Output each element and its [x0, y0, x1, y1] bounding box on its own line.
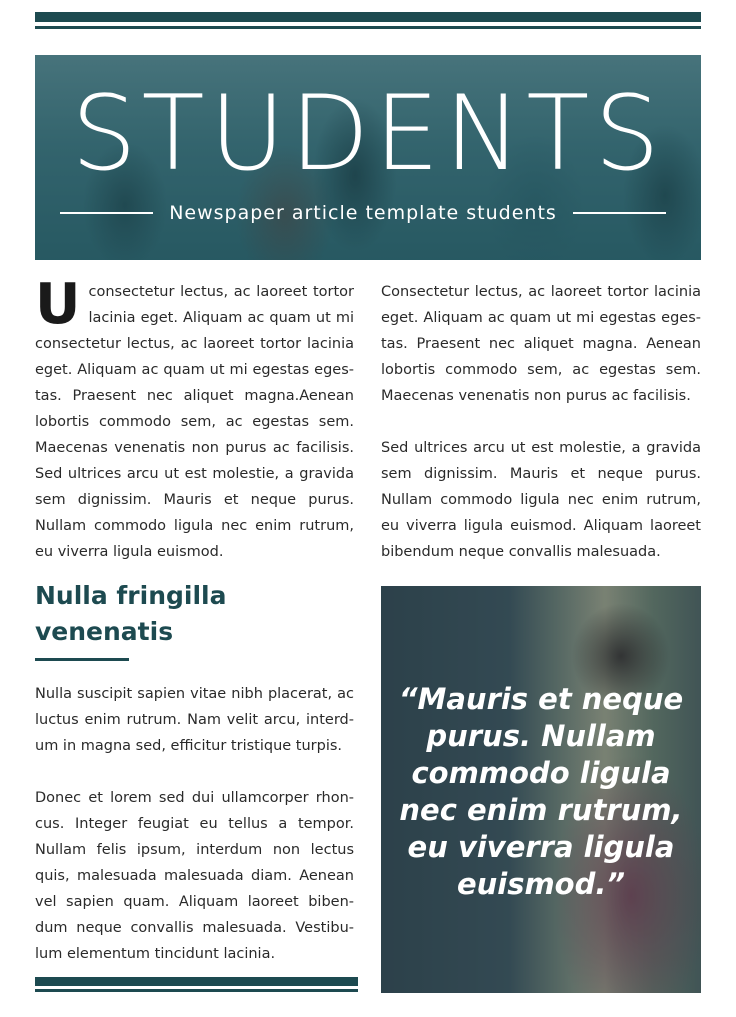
subtitle-right-line [573, 212, 666, 214]
right-paragraph-2: Sed ultrices arcu ut est molestie, a gravida sem dignissim. Mauris et neque purus. Nullam commodo ligula nec enim rutrum, eu viverra ligula euismod. Aliquam laoreet bibendum neque convallis malesuada. [381, 440, 701, 560]
pull-quote-image [381, 586, 701, 993]
top-rule-thin [35, 26, 701, 29]
top-rule-thick [35, 12, 701, 22]
pull-quote-text: “Mauris et neque purus. Nullam commodo ligula nec enim rutrum, eu viverra ligula euismod.” [398, 682, 684, 901]
article-column-left [35, 272, 354, 565]
intro-text: consectetur lectus, ac laoreet tortor lacinia eget. Aliquam ac quam ut mi consectetur lectus, ac laoreet tortor lacinia eget. Aliquam ac quam ut mi egestas eges-tas. Praesent nec aliquet magna.Aenean lobortis commodo sem, ac egestas sem. Maecenas venenatis non purus ac facilisis. Sed ultrices arcu ut est molestie, a gravida sem dignissim. Mauris et neque purus. Nullam commodo ligula nec enim rutrum, eu viverra ligula euismod. [35, 284, 354, 560]
intro-paragraph [35, 272, 354, 565]
right-paragraph-1: Consectetur lectus, ac laoreet tortor lacinia eget. Aliquam ac quam ut mi egestas eges-tas. Praesent nec aliquet magna. Aenean lobortis commodo sem, ac egestas sem. Maecenas venenatis non purus ac facilisis. [381, 284, 701, 404]
bottom-rule-thick [35, 977, 358, 986]
section-heading: Nulla fringilla venenatis [35, 581, 227, 646]
drop-cap: U [35, 272, 81, 337]
hero-subtitle-row [60, 202, 666, 224]
subtitle-left-line [60, 212, 153, 214]
bottom-rule-thin [35, 989, 358, 992]
page-title: STUDENTS [71, 74, 665, 194]
section-paragraph-2: Donec et lorem sed dui ullamcorper rhon-cus. Integer feugiat eu tellus a tempor. Nullam felis ipsum, interdum non lectus quis, malesuada malesuada diam. Aenean vel sapien quam. Aliquam laoreet biben-dum neque convallis malesuada. Vestibu-lum elementum tincidunt lacinia. [35, 790, 354, 962]
section-body [35, 681, 354, 967]
hero-banner [35, 55, 701, 260]
heading-underline [35, 658, 129, 661]
section-paragraph-1: Nulla suscipit sapien vitae nibh placerat, ac luctus enim rutrum. Nam velit arcu, interd-um in magna sed, efficitur tristique turpis. [35, 686, 354, 754]
article-column-right [381, 279, 701, 565]
page-subtitle: Newspaper article template students [169, 202, 557, 224]
